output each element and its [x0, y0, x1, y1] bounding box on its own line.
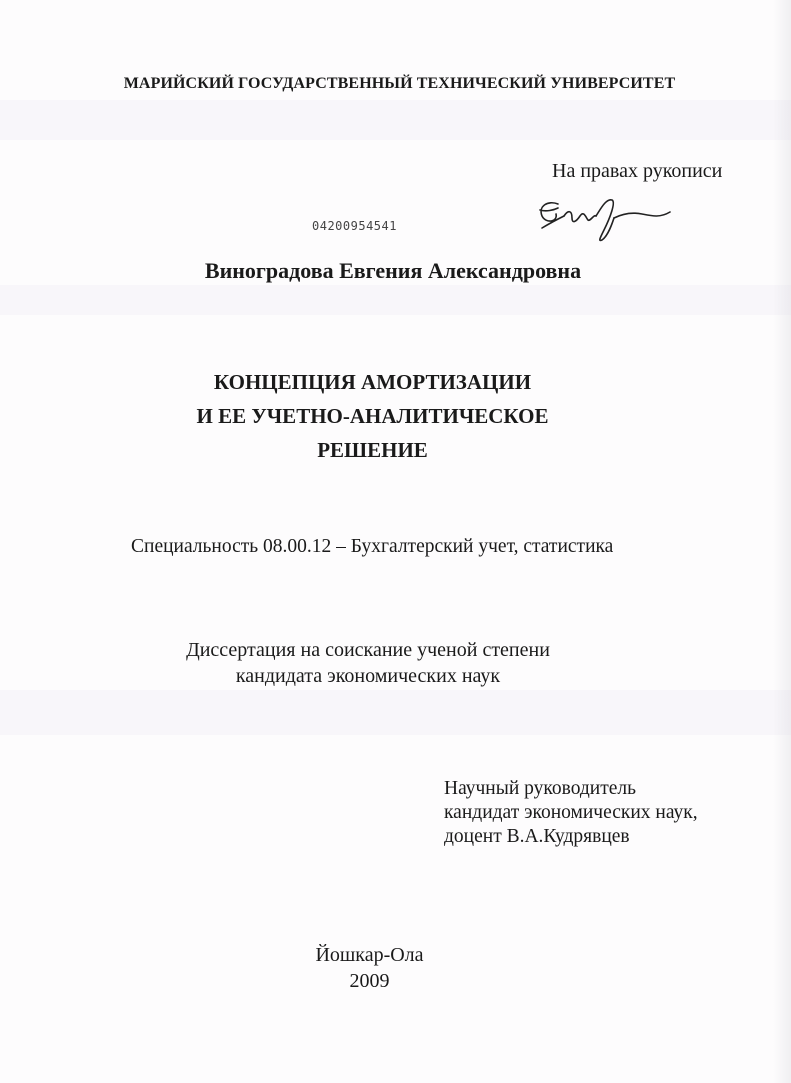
degree-line-2: кандидата экономических наук: [235, 665, 501, 687]
catalog-number: 04200954541: [312, 219, 397, 233]
scan-tint-band: [0, 100, 791, 140]
handwritten-signature: [528, 188, 678, 248]
supervisor-line-2: кандидат экономических наук,: [444, 802, 698, 823]
degree-statement: [0, 637, 791, 689]
title-line-2: И ЕЕ УЧЕТНО-АНАЛИТИЧЕСКОЕ: [196, 404, 549, 428]
supervisor-line-1: Научный руководитель: [444, 778, 637, 799]
title-line-1: КОНЦЕПЦИЯ АМОРТИЗАЦИИ: [213, 370, 532, 394]
rights-note: На правах рукописи: [552, 160, 723, 182]
scan-tint-band: [0, 690, 791, 735]
specialty-line: Специальность 08.00.12 – Бухгалтерский учет, статистика: [131, 536, 614, 557]
scan-edge-shadow: [773, 0, 791, 1083]
place-and-year: [0, 942, 791, 994]
supervisor-block: [444, 777, 698, 849]
author-name: Виноградова Евгения Александровна: [204, 258, 582, 283]
supervisor-line-3: доцент В.А.Кудрявцев: [444, 826, 630, 847]
scan-tint-band: [0, 285, 791, 315]
title-line-3: РЕШЕНИЕ: [317, 438, 428, 462]
degree-line-1: Диссертация на соискание ученой степени: [186, 639, 550, 661]
year: 2009: [349, 970, 390, 992]
university-name: МАРИЙСКИЙ ГОСУДАРСТВЕННЫЙ ТЕХНИЧЕСКИЙ УНИВЕРСИТЕТ: [123, 75, 676, 92]
dissertation-title: [0, 365, 791, 467]
city-name: Йошкар-Ола: [315, 944, 424, 966]
